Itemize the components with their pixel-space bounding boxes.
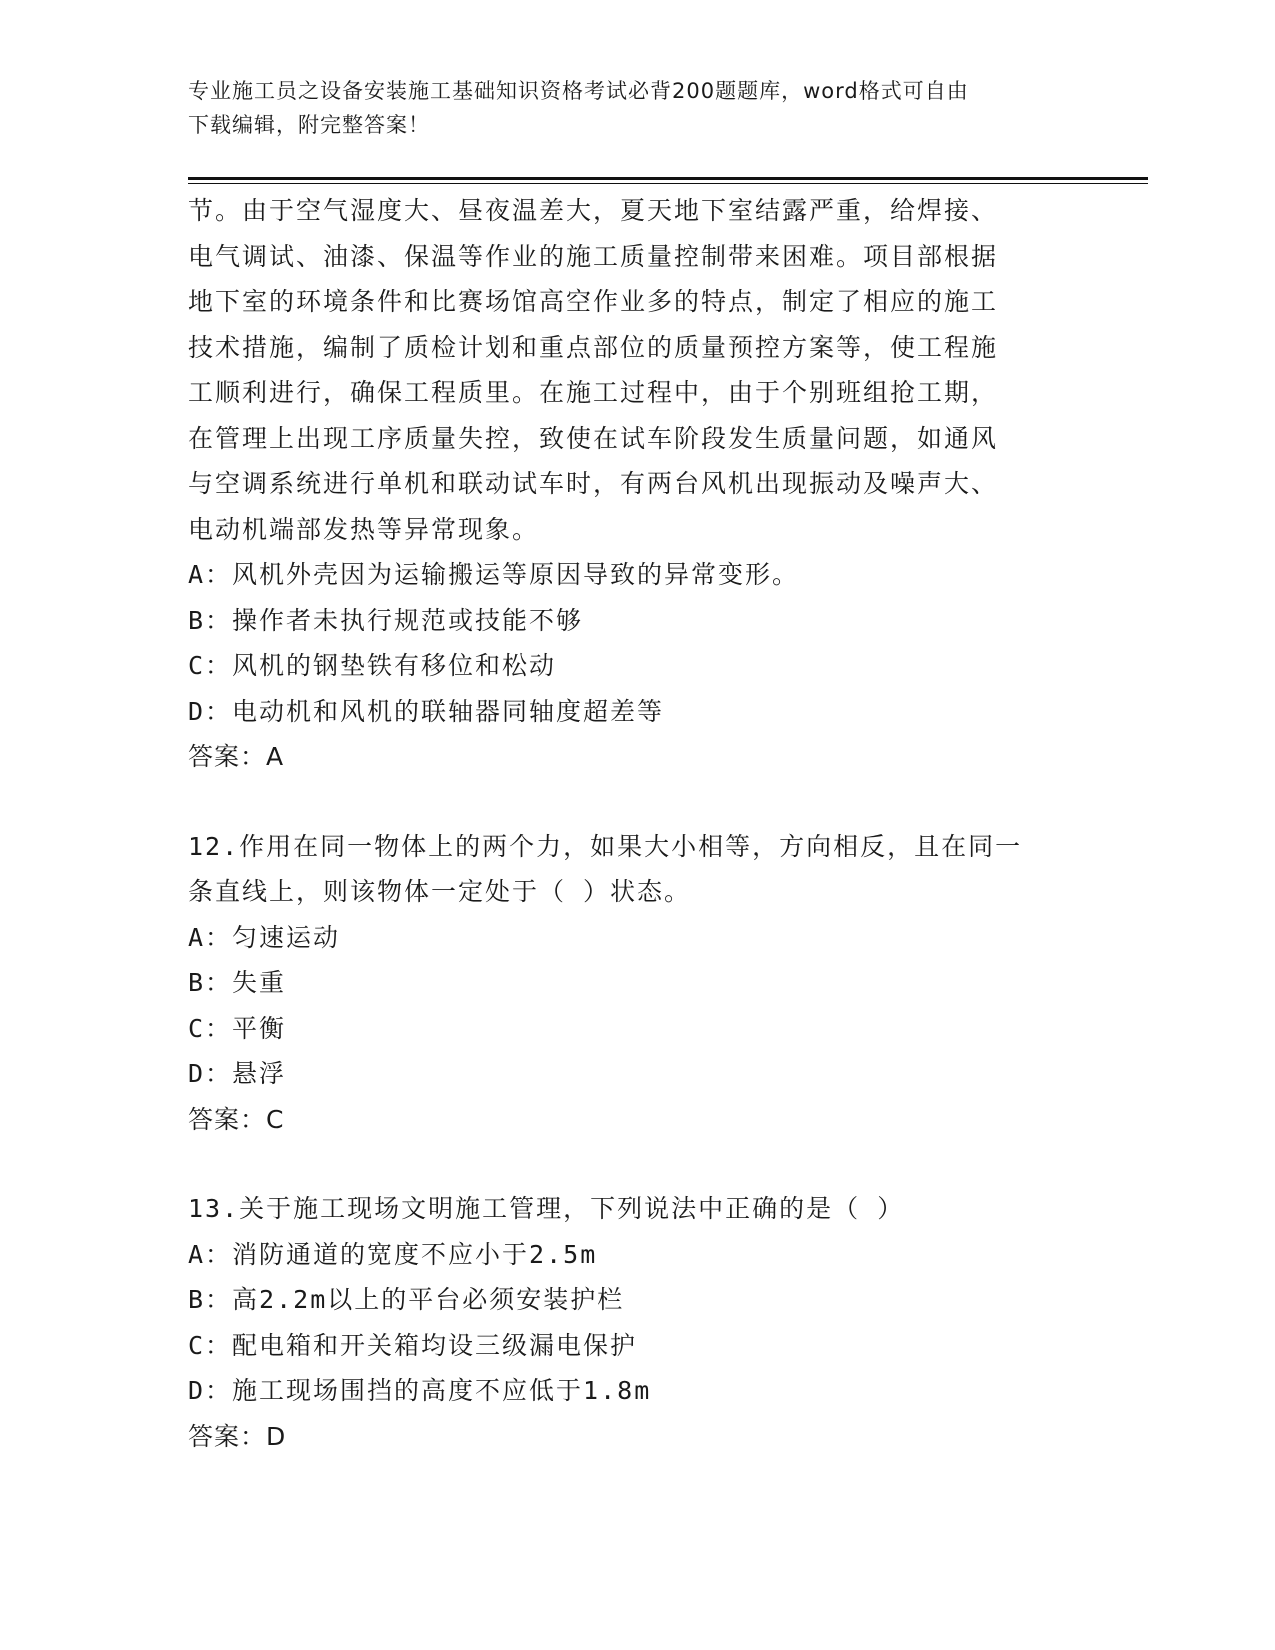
question-stem-line: 电动机端部发热等异常现象。 bbox=[188, 514, 540, 544]
header-line-2: 下载编辑，附完整答案！ bbox=[188, 113, 430, 137]
question-12 bbox=[188, 824, 1108, 1143]
answer: 答案：D bbox=[188, 1421, 287, 1451]
question-stem-line: 工顺利进行，确保工程质里。在施工过程中，由于个别班组抢工期， bbox=[188, 378, 999, 407]
question-stem-line: 13.关于施工现场文明施工管理，下列说法中正确的是（ ） bbox=[188, 1194, 905, 1223]
question-stem-line: 条直线上，则该物体一定处于（ ）状态。 bbox=[188, 877, 692, 906]
question-stem-line: 在管理上出现工序质量失控，致使在试车阶段发生质量问题，如通风 bbox=[188, 423, 999, 453]
header-divider-thin bbox=[188, 183, 1148, 184]
option-b: B：失重 bbox=[188, 968, 287, 997]
header-divider-thick bbox=[188, 177, 1148, 180]
option-c: C：风机的钢垫铁有移位和松动 bbox=[188, 651, 557, 680]
answer: 答案：C bbox=[188, 1104, 285, 1134]
question-stem-line: 地下室的环境条件和比赛场馆高空作业多的特点，制定了相应的施工 bbox=[188, 287, 999, 316]
question-stem-line: 12.作用在同一物体上的两个力，如果大小相等，方向相反，且在同一 bbox=[188, 831, 1023, 861]
option-d: D：电动机和风机的联轴器同轴度超差等 bbox=[188, 696, 665, 726]
option-c: C：平衡 bbox=[188, 1013, 287, 1043]
option-c: C：配电箱和开关箱均设三级漏电保护 bbox=[188, 1330, 638, 1360]
document-body bbox=[188, 188, 1108, 1459]
option-a: A：匀速运动 bbox=[188, 922, 341, 952]
question-11 bbox=[188, 188, 1108, 780]
option-d: D：施工现场围挡的高度不应低于1.8m bbox=[188, 1376, 652, 1405]
option-d: D：悬浮 bbox=[188, 1059, 287, 1088]
header-line-1: 专业施工员之设备安装施工基础知识资格考试必背200题题库，word格式可自由 bbox=[188, 79, 969, 103]
question-stem-line: 节。由于空气湿度大、昼夜温差大，夏天地下室结露严重，给焊接、 bbox=[188, 196, 999, 225]
option-b: B：操作者未执行规范或技能不够 bbox=[188, 605, 584, 635]
question-stem-line: 技术措施，编制了质检计划和重点部位的质量预控方案等，使工程施 bbox=[188, 332, 999, 362]
question-spacer bbox=[188, 1142, 1108, 1186]
question-stem-line: 与空调系统进行单机和联动试车时，有两台风机出现振动及噪声大、 bbox=[188, 469, 999, 498]
option-b: B：高2.2m以上的平台必须安装护栏 bbox=[188, 1285, 625, 1314]
question-stem-line: 电气调试、油漆、保温等作业的施工质量控制带来困难。项目部根据 bbox=[188, 241, 999, 271]
answer: 答案：A bbox=[188, 742, 285, 771]
document-header bbox=[188, 74, 1068, 142]
question-spacer bbox=[188, 780, 1108, 824]
option-a: A：风机外壳因为运输搬运等原因导致的异常变形。 bbox=[188, 560, 800, 589]
option-a: A：消防通道的宽度不应小于2.5m bbox=[188, 1239, 598, 1269]
question-13 bbox=[188, 1186, 1108, 1459]
